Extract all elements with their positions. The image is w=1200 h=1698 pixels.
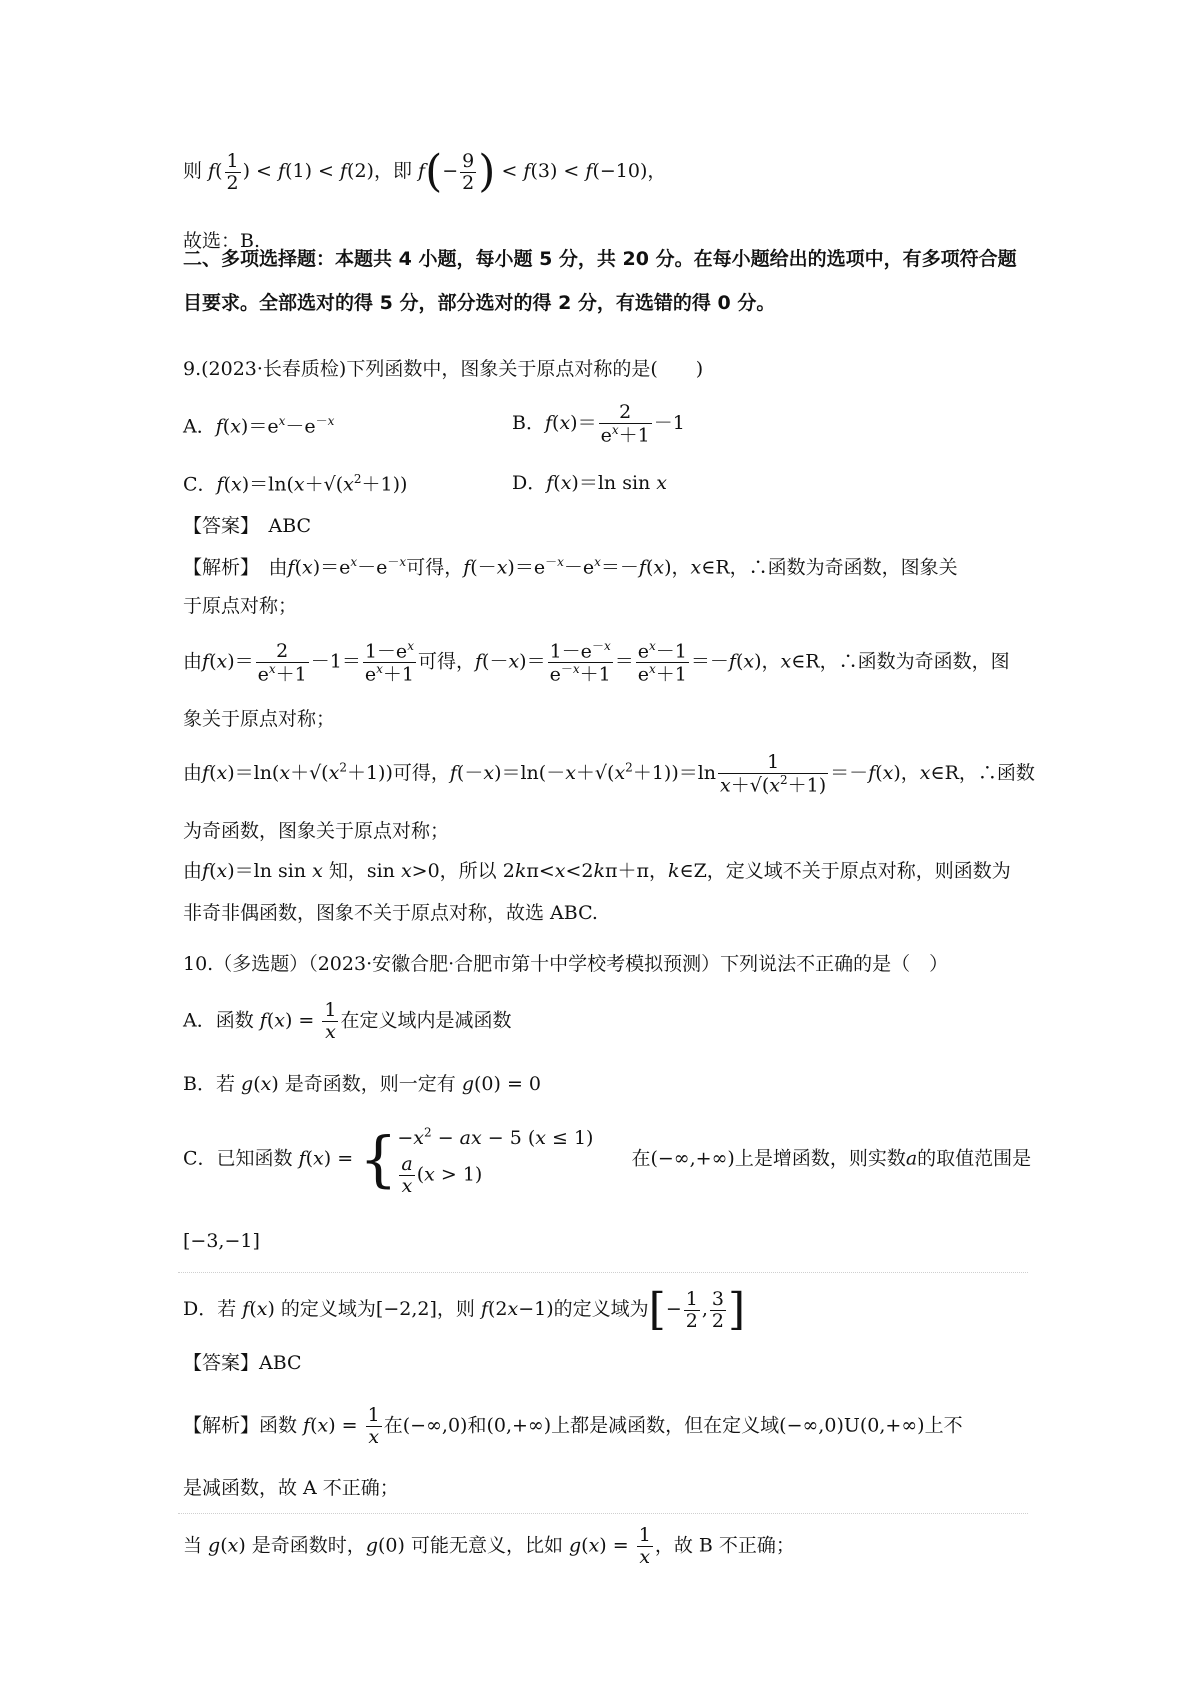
q9-explanation-2b: 象关于原点对称；	[183, 708, 336, 730]
section-heading: 二、多项选择题：本题共 4 小题，每小题 5 分，共 20 分。在每小题给出的选项中，有多项符合题目要求。全部选对的得 5 分，部分选对的得 2 分，有选错的得 0 分。	[183, 248, 1017, 314]
q10-option-d: D．若 f(x) 的定义域为[−2,2]，则 f(2x−1)的定义域为[− $\frac{1}{2}$ , $\frac{3}{2}$ ]	[183, 1284, 746, 1335]
q9-explanation-4: 由f(x)＝ln sin x 知，sin x>0，所以 2kπ<x<2kπ＋π，k∈Z，定义域不关于原点对称，则函数为	[183, 860, 1011, 882]
q10-option-c: C．已知函数 f(x) = { $-x^2$ − ax − 5 (x ≤ 1) $\frac{a}{x}$ (x > 1) 在(−∞,+∞)上是增函数，则实数a的取值范围是	[183, 1124, 1032, 1198]
q10-option-c-range: [−3,−1]	[183, 1230, 260, 1252]
q9-option-a: A．$f(x)=e^x-e^{-x}$	[183, 414, 335, 438]
q9-option-d: D．f(x)＝ln sin x	[512, 472, 668, 494]
q10-explanation-1b: 是减函数，故 A 不正确；	[183, 1477, 399, 1499]
q10-explanation-2: 当 g(x) 是奇函数时，g(0) 可能无意义，比如 g(x) = $\frac{1}{x}$ ，故 B 不正确；	[183, 1524, 795, 1568]
q10-option-a: A．函数 f(x) = $\frac{1}{x}$ 在定义域内是减函数	[183, 999, 512, 1043]
q9-explanation-4b: 非奇非偶函数，图象不关于原点对称，故选 ABC.	[183, 902, 598, 924]
solution-line-inequality: 则 f( $\frac{1}{2}$ ) < f(1) < f(2)，即 f(− $\frac{9}{2}$ ) < f(3) < f(−10)，	[183, 146, 667, 197]
q9-explanation-2: 由f(x)＝ $\frac{2}{e^x+1}$ －1＝ $\frac{1-e^x}{e^x+1}$ 可得，f(－x)＝ $\frac{1-e^{-x}}{e^{-x}+1}$ ＝ $\frac{e^x-1}{e^x+1}$ ＝－f(x)，x∈R，∴函数为奇函数，图	[183, 639, 1010, 686]
q9-option-c: C．$f(x)=\ln(x+√(x^2+1))$	[183, 472, 408, 496]
solution-choice: 故选：B.	[183, 230, 261, 252]
dotted-divider	[178, 1272, 1028, 1273]
q10-stem: 10.（多选题）（2023·安徽合肥·合肥市第十中学校考模拟预测）下列说法不正确的是（ ）	[183, 953, 949, 975]
q10-explanation-1: 【解析】函数 f(x) = $\frac{1}{x}$ 在(−∞,0)和(0,+∞)上都是减函数，但在定义域(−∞,0)U(0,+∞)上不	[183, 1404, 963, 1448]
q9-option-b: B．f(x)＝ $\frac{2}{e^x+1}$ －1	[512, 401, 685, 447]
q9-explanation-3: 由$f(x)=\ln(x+√(x^2+1))$可得，$f(-x)=\ln(-x+√(x^2+1))=\ln$ $\frac{1}{x+√(x^2+1)}$ ＝－f(x)，x∈R，∴函数	[183, 751, 1035, 797]
dotted-divider-2	[178, 1513, 1028, 1514]
q10-answer: 【答案】ABC	[183, 1352, 302, 1374]
q10-option-b: B．若 g(x) 是奇函数，则一定有 g(0) = 0	[183, 1073, 542, 1095]
q9-explanation-3b: 为奇函数，图象关于原点对称；	[183, 820, 450, 842]
q9-answer: 【答案】 ABC	[183, 515, 312, 537]
q9-explanation-1b: 于原点对称；	[183, 595, 298, 617]
q9-stem: 9.(2023·长春质检)下列函数中，图象关于原点对称的是( )	[183, 358, 704, 380]
q9-explanation-1: 【解析】 由$f(x)=e^x-e^{-x}$可得，$f(-x)=e^{-x}-e^x=-f(x)$，x∈R，∴函数为奇函数，图象关	[183, 555, 958, 579]
